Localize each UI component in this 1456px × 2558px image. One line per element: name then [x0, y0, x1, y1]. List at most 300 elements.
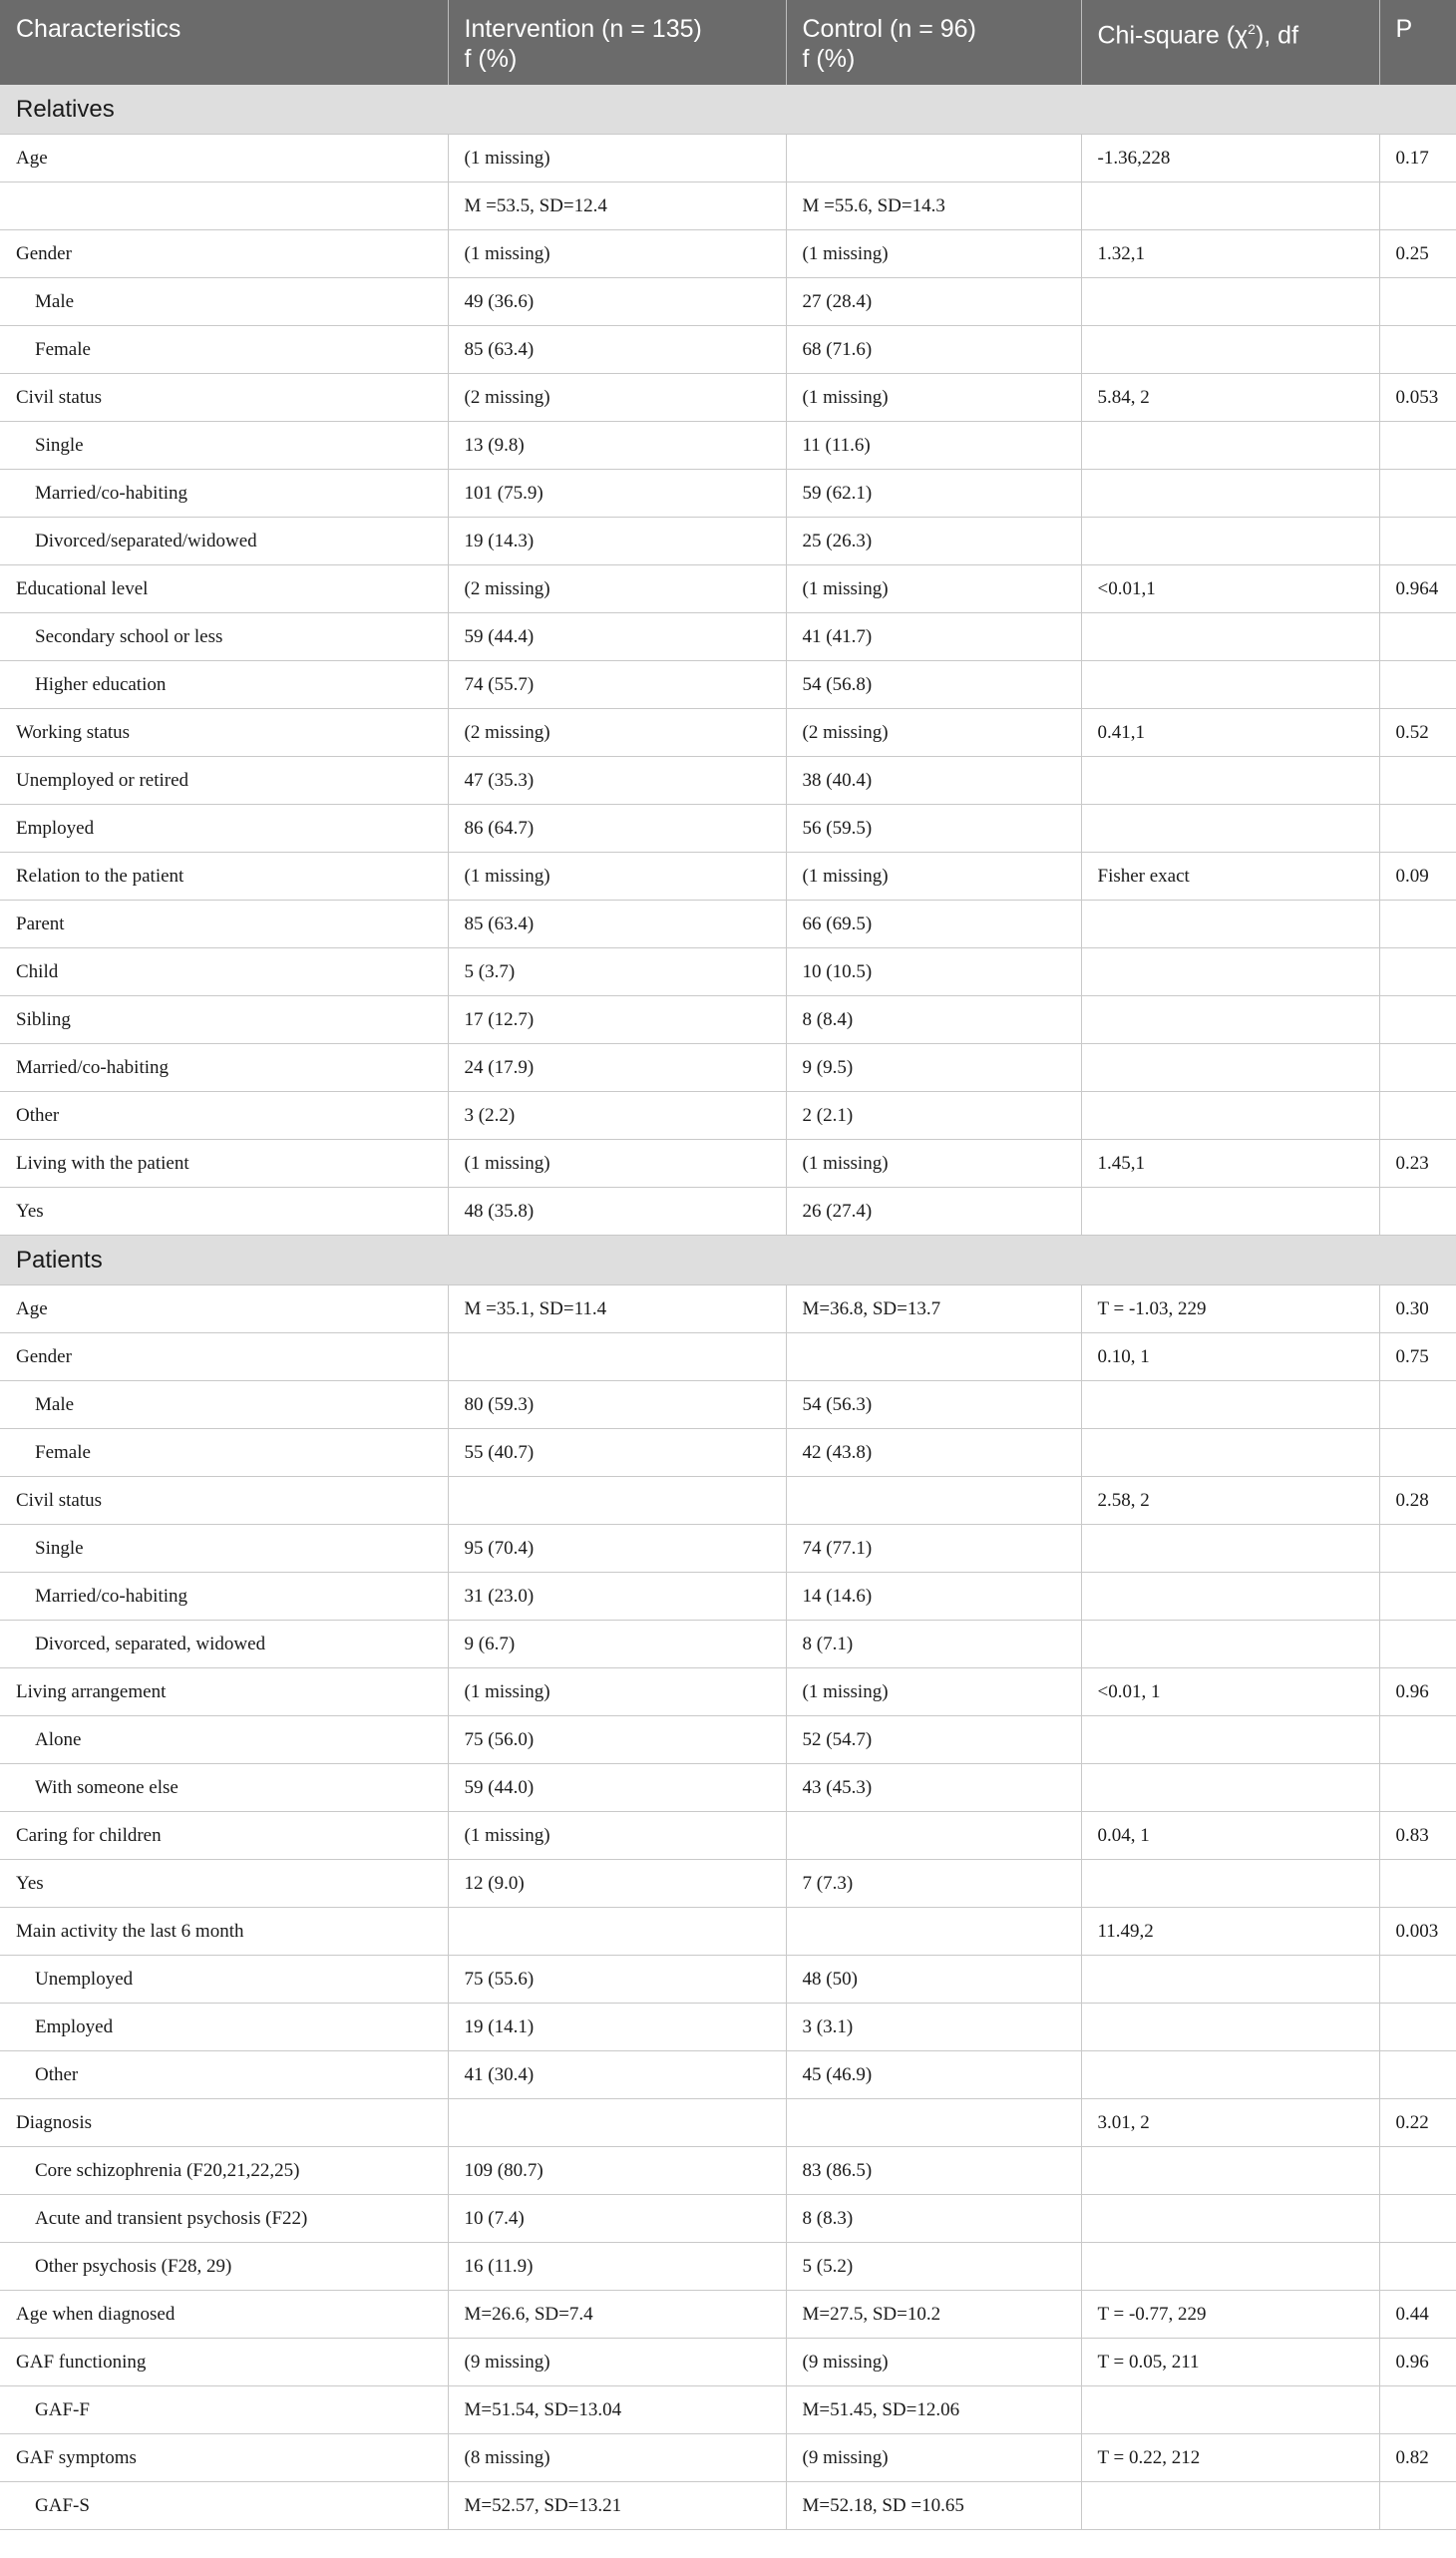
table-row — [0, 1525, 1456, 1573]
intervention-cell: M =35.1, SD=11.4 — [448, 1285, 786, 1333]
characteristic-cell: Female — [0, 1429, 448, 1477]
statistic-cell — [1081, 661, 1379, 709]
characteristic-cell: Married/co-habiting — [0, 1573, 448, 1621]
p-value-cell — [1379, 470, 1456, 518]
intervention-cell: 101 (75.9) — [448, 470, 786, 518]
header-chi-square-sup: 2 — [1248, 21, 1256, 37]
intervention-cell: 49 (36.6) — [448, 278, 786, 326]
p-value-cell: 0.28 — [1379, 1477, 1456, 1525]
p-value-cell: 0.964 — [1379, 565, 1456, 613]
header-row — [0, 0, 1456, 85]
intervention-cell: M =53.5, SD=12.4 — [448, 183, 786, 230]
intervention-cell: 41 (30.4) — [448, 2051, 786, 2099]
intervention-cell: M=52.57, SD=13.21 — [448, 2482, 786, 2530]
characteristic-cell: Married/co-habiting — [0, 470, 448, 518]
p-value-cell: 0.25 — [1379, 230, 1456, 278]
characteristic-cell: With someone else — [0, 1764, 448, 1812]
table-row — [0, 1285, 1456, 1333]
characteristic-cell: Living with the patient — [0, 1140, 448, 1188]
control-cell: 52 (54.7) — [786, 1716, 1081, 1764]
control-cell: 68 (71.6) — [786, 326, 1081, 374]
control-cell: 26 (27.4) — [786, 1188, 1081, 1236]
p-value-cell — [1379, 2004, 1456, 2051]
control-cell: 3 (3.1) — [786, 2004, 1081, 2051]
intervention-cell — [448, 1333, 786, 1381]
characteristic-cell: Civil status — [0, 1477, 448, 1525]
table-row — [0, 2482, 1456, 2530]
p-value-cell — [1379, 805, 1456, 853]
p-value-cell: 0.96 — [1379, 1668, 1456, 1716]
p-value-cell — [1379, 1764, 1456, 1812]
p-value-cell — [1379, 1381, 1456, 1429]
statistic-cell: T = -1.03, 229 — [1081, 1285, 1379, 1333]
p-value-cell — [1379, 901, 1456, 948]
control-cell: (9 missing) — [786, 2434, 1081, 2482]
intervention-cell: (2 missing) — [448, 709, 786, 757]
intervention-cell: 16 (11.9) — [448, 2243, 786, 2291]
header-chi-square-label: Chi-square (χ — [1097, 21, 1249, 50]
p-value-cell — [1379, 1573, 1456, 1621]
intervention-cell: 48 (35.8) — [448, 1188, 786, 1236]
table-row — [0, 2195, 1456, 2243]
characteristic-cell: Unemployed or retired — [0, 757, 448, 805]
characteristic-cell: Age — [0, 135, 448, 183]
intervention-cell: 31 (23.0) — [448, 1573, 786, 1621]
statistic-cell — [1081, 948, 1379, 996]
statistic-cell — [1081, 2482, 1379, 2530]
characteristic-cell: Male — [0, 278, 448, 326]
table-row — [0, 1908, 1456, 1956]
control-cell: 8 (7.1) — [786, 1621, 1081, 1668]
control-cell: 48 (50) — [786, 1956, 1081, 2004]
p-value-cell: 0.23 — [1379, 1140, 1456, 1188]
intervention-cell: 75 (56.0) — [448, 1716, 786, 1764]
statistic-cell — [1081, 996, 1379, 1044]
characteristic-cell: Parent — [0, 901, 448, 948]
statistic-cell — [1081, 1188, 1379, 1236]
p-value-cell — [1379, 1621, 1456, 1668]
statistic-cell: 2.58, 2 — [1081, 1477, 1379, 1525]
control-cell: 54 (56.8) — [786, 661, 1081, 709]
table-row — [0, 2291, 1456, 2339]
intervention-cell: (2 missing) — [448, 565, 786, 613]
p-value-cell — [1379, 1956, 1456, 2004]
table-row — [0, 1188, 1456, 1236]
table-row — [0, 2434, 1456, 2482]
table-row — [0, 183, 1456, 230]
header-control: Control (n = 96) f (%) — [786, 0, 1081, 85]
control-cell: 2 (2.1) — [786, 1092, 1081, 1140]
control-cell: 8 (8.3) — [786, 2195, 1081, 2243]
statistic-cell: 0.04, 1 — [1081, 1812, 1379, 1860]
table-row — [0, 1333, 1456, 1381]
table-row — [0, 901, 1456, 948]
control-cell: 27 (28.4) — [786, 278, 1081, 326]
characteristic-cell: GAF-S — [0, 2482, 448, 2530]
control-cell: 25 (26.3) — [786, 518, 1081, 565]
table-row — [0, 1044, 1456, 1092]
statistic-cell: <0.01, 1 — [1081, 1668, 1379, 1716]
table-body — [0, 85, 1456, 2530]
table-row — [0, 135, 1456, 183]
intervention-cell: 85 (63.4) — [448, 901, 786, 948]
characteristic-cell: Female — [0, 326, 448, 374]
p-value-cell — [1379, 757, 1456, 805]
characteristic-cell: Male — [0, 1381, 448, 1429]
p-value-cell — [1379, 996, 1456, 1044]
control-cell: 10 (10.5) — [786, 948, 1081, 996]
table-row — [0, 422, 1456, 470]
p-value-cell: 0.52 — [1379, 709, 1456, 757]
statistic-cell — [1081, 2051, 1379, 2099]
table-row — [0, 996, 1456, 1044]
intervention-cell: (1 missing) — [448, 135, 786, 183]
table-row — [0, 1716, 1456, 1764]
p-value-cell — [1379, 2243, 1456, 2291]
intervention-cell: 47 (35.3) — [448, 757, 786, 805]
characteristic-cell: Unemployed — [0, 1956, 448, 2004]
intervention-cell: 109 (80.7) — [448, 2147, 786, 2195]
characteristic-cell: Other psychosis (F28, 29) — [0, 2243, 448, 2291]
table-row — [0, 1092, 1456, 1140]
statistic-cell: T = 0.05, 211 — [1081, 2339, 1379, 2386]
p-value-cell: 0.30 — [1379, 1285, 1456, 1333]
table-row — [0, 2386, 1456, 2434]
intervention-cell: 75 (55.6) — [448, 1956, 786, 2004]
control-cell: 59 (62.1) — [786, 470, 1081, 518]
p-value-cell: 0.44 — [1379, 2291, 1456, 2339]
p-value-cell: 0.22 — [1379, 2099, 1456, 2147]
characteristic-cell: Other — [0, 1092, 448, 1140]
control-cell: 38 (40.4) — [786, 757, 1081, 805]
characteristic-cell: Employed — [0, 805, 448, 853]
control-cell — [786, 135, 1081, 183]
statistic-cell: 0.41,1 — [1081, 709, 1379, 757]
statistic-cell — [1081, 1092, 1379, 1140]
statistic-cell — [1081, 613, 1379, 661]
table-row — [0, 1621, 1456, 1668]
intervention-cell: M=51.54, SD=13.04 — [448, 2386, 786, 2434]
control-cell: 9 (9.5) — [786, 1044, 1081, 1092]
p-value-cell — [1379, 1092, 1456, 1140]
control-cell: M=27.5, SD=10.2 — [786, 2291, 1081, 2339]
control-cell: M =55.6, SD=14.3 — [786, 183, 1081, 230]
characteristic-cell — [0, 183, 448, 230]
table-row — [0, 278, 1456, 326]
p-value-cell: 0.003 — [1379, 1908, 1456, 1956]
characteristic-cell: Higher education — [0, 661, 448, 709]
intervention-cell: 5 (3.7) — [448, 948, 786, 996]
statistic-cell: Fisher exact — [1081, 853, 1379, 901]
statistic-cell — [1081, 1764, 1379, 1812]
control-cell: 41 (41.7) — [786, 613, 1081, 661]
table-row — [0, 1429, 1456, 1477]
characteristic-cell: Single — [0, 1525, 448, 1573]
control-cell: 66 (69.5) — [786, 901, 1081, 948]
characteristic-cell: Employed — [0, 2004, 448, 2051]
table-row — [0, 757, 1456, 805]
table-row — [0, 1573, 1456, 1621]
intervention-cell: 80 (59.3) — [448, 1381, 786, 1429]
characteristic-cell: GAF symptoms — [0, 2434, 448, 2482]
statistic-cell — [1081, 422, 1379, 470]
characteristic-cell: Educational level — [0, 565, 448, 613]
statistic-cell: T = 0.22, 212 — [1081, 2434, 1379, 2482]
statistic-cell — [1081, 2004, 1379, 2051]
intervention-cell: 55 (40.7) — [448, 1429, 786, 1477]
characteristic-cell: Relation to the patient — [0, 853, 448, 901]
statistic-cell — [1081, 1381, 1379, 1429]
intervention-cell: 17 (12.7) — [448, 996, 786, 1044]
intervention-cell: 85 (63.4) — [448, 326, 786, 374]
table-row — [0, 230, 1456, 278]
table-row — [0, 2004, 1456, 2051]
intervention-cell: 12 (9.0) — [448, 1860, 786, 1908]
table-row — [0, 1764, 1456, 1812]
characteristic-cell: Child — [0, 948, 448, 996]
section-header-row — [0, 85, 1456, 135]
p-value-cell — [1379, 1188, 1456, 1236]
statistic-cell: 5.84, 2 — [1081, 374, 1379, 422]
statistic-cell: <0.01,1 — [1081, 565, 1379, 613]
statistic-cell: 1.45,1 — [1081, 1140, 1379, 1188]
control-cell: M=51.45, SD=12.06 — [786, 2386, 1081, 2434]
control-cell: (1 missing) — [786, 565, 1081, 613]
p-value-cell: 0.75 — [1379, 1333, 1456, 1381]
control-cell — [786, 1477, 1081, 1525]
statistic-cell — [1081, 1716, 1379, 1764]
characteristic-cell: Caring for children — [0, 1812, 448, 1860]
characteristic-cell: Gender — [0, 1333, 448, 1381]
control-cell — [786, 1333, 1081, 1381]
characteristic-cell: GAF functioning — [0, 2339, 448, 2386]
table-row — [0, 709, 1456, 757]
intervention-cell: 59 (44.4) — [448, 613, 786, 661]
intervention-cell: 9 (6.7) — [448, 1621, 786, 1668]
header-chi-square-suffix: ), df — [1255, 21, 1299, 50]
p-value-cell — [1379, 613, 1456, 661]
intervention-cell: (1 missing) — [448, 1812, 786, 1860]
statistic-cell — [1081, 1860, 1379, 1908]
control-cell — [786, 1812, 1081, 1860]
characteristic-cell: Acute and transient psychosis (F22) — [0, 2195, 448, 2243]
control-cell: 45 (46.9) — [786, 2051, 1081, 2099]
statistic-cell: 11.49,2 — [1081, 1908, 1379, 1956]
intervention-cell: 24 (17.9) — [448, 1044, 786, 1092]
control-cell: 8 (8.4) — [786, 996, 1081, 1044]
control-cell: 7 (7.3) — [786, 1860, 1081, 1908]
characteristic-cell: Alone — [0, 1716, 448, 1764]
p-value-cell — [1379, 2386, 1456, 2434]
p-value-cell — [1379, 518, 1456, 565]
characteristic-cell: Working status — [0, 709, 448, 757]
statistic-cell — [1081, 1044, 1379, 1092]
characteristic-cell: Secondary school or less — [0, 613, 448, 661]
characteristic-cell: Living arrangement — [0, 1668, 448, 1716]
intervention-cell: 95 (70.4) — [448, 1525, 786, 1573]
table-row — [0, 1140, 1456, 1188]
intervention-cell: (8 missing) — [448, 2434, 786, 2482]
control-cell: (1 missing) — [786, 230, 1081, 278]
control-cell: (9 missing) — [786, 2339, 1081, 2386]
characteristic-cell: Sibling — [0, 996, 448, 1044]
intervention-cell — [448, 2099, 786, 2147]
statistic-cell: T = -0.77, 229 — [1081, 2291, 1379, 2339]
intervention-cell: (1 missing) — [448, 853, 786, 901]
p-value-cell — [1379, 2482, 1456, 2530]
control-cell — [786, 2099, 1081, 2147]
table-row — [0, 1477, 1456, 1525]
intervention-cell: 3 (2.2) — [448, 1092, 786, 1140]
intervention-cell: 86 (64.7) — [448, 805, 786, 853]
table-row — [0, 1956, 1456, 2004]
statistic-cell: -1.36,228 — [1081, 135, 1379, 183]
characteristic-cell: Age when diagnosed — [0, 2291, 448, 2339]
p-value-cell: 0.17 — [1379, 135, 1456, 183]
statistic-cell — [1081, 1956, 1379, 2004]
control-cell: 42 (43.8) — [786, 1429, 1081, 1477]
intervention-cell: 19 (14.1) — [448, 2004, 786, 2051]
intervention-cell: (1 missing) — [448, 1140, 786, 1188]
p-value-cell — [1379, 326, 1456, 374]
control-cell: (1 missing) — [786, 1140, 1081, 1188]
intervention-cell: 13 (9.8) — [448, 422, 786, 470]
control-cell: (1 missing) — [786, 1668, 1081, 1716]
statistic-cell — [1081, 2386, 1379, 2434]
p-value-cell: 0.96 — [1379, 2339, 1456, 2386]
table-row — [0, 1812, 1456, 1860]
characteristic-cell: Divorced/separated/widowed — [0, 518, 448, 565]
p-value-cell: 0.83 — [1379, 1812, 1456, 1860]
table-row — [0, 1860, 1456, 1908]
p-value-cell — [1379, 2147, 1456, 2195]
table-row — [0, 805, 1456, 853]
statistic-cell: 1.32,1 — [1081, 230, 1379, 278]
table-row — [0, 2243, 1456, 2291]
characteristic-cell: Married/co-habiting — [0, 1044, 448, 1092]
p-value-cell: 0.82 — [1379, 2434, 1456, 2482]
table-row — [0, 2147, 1456, 2195]
table-row — [0, 948, 1456, 996]
table-row — [0, 326, 1456, 374]
table-row — [0, 470, 1456, 518]
header-intervention: Intervention (n = 135) f (%) — [448, 0, 786, 85]
intervention-cell: (1 missing) — [448, 1668, 786, 1716]
p-value-cell — [1379, 1716, 1456, 1764]
statistic-cell — [1081, 2243, 1379, 2291]
p-value-cell — [1379, 2051, 1456, 2099]
characteristic-cell: GAF-F — [0, 2386, 448, 2434]
control-cell: 56 (59.5) — [786, 805, 1081, 853]
statistic-cell — [1081, 183, 1379, 230]
table-row — [0, 613, 1456, 661]
characteristic-cell: Gender — [0, 230, 448, 278]
table-row — [0, 374, 1456, 422]
statistic-cell — [1081, 2147, 1379, 2195]
table-row — [0, 1668, 1456, 1716]
control-cell: M=52.18, SD =10.65 — [786, 2482, 1081, 2530]
p-value-cell — [1379, 2195, 1456, 2243]
header-chi-square — [1081, 0, 1379, 85]
table-row — [0, 853, 1456, 901]
control-cell: 74 (77.1) — [786, 1525, 1081, 1573]
control-cell: 5 (5.2) — [786, 2243, 1081, 2291]
intervention-cell — [448, 1477, 786, 1525]
statistic-cell — [1081, 278, 1379, 326]
statistic-cell — [1081, 901, 1379, 948]
table-row — [0, 565, 1456, 613]
characteristic-cell: Other — [0, 2051, 448, 2099]
characteristic-cell: Yes — [0, 1860, 448, 1908]
control-cell: 11 (11.6) — [786, 422, 1081, 470]
statistic-cell — [1081, 470, 1379, 518]
table-row — [0, 1381, 1456, 1429]
p-value-cell — [1379, 661, 1456, 709]
control-cell: 14 (14.6) — [786, 1573, 1081, 1621]
characteristic-cell: Civil status — [0, 374, 448, 422]
control-cell: 54 (56.3) — [786, 1381, 1081, 1429]
statistic-cell — [1081, 757, 1379, 805]
characteristic-cell: Diagnosis — [0, 2099, 448, 2147]
statistic-cell: 3.01, 2 — [1081, 2099, 1379, 2147]
p-value-cell — [1379, 948, 1456, 996]
intervention-cell: (1 missing) — [448, 230, 786, 278]
header-p: P — [1379, 0, 1456, 85]
intervention-cell — [448, 1908, 786, 1956]
control-cell: (1 missing) — [786, 374, 1081, 422]
section-header-row — [0, 1236, 1456, 1285]
table-row — [0, 661, 1456, 709]
characteristic-cell: Main activity the last 6 month — [0, 1908, 448, 1956]
control-cell: (2 missing) — [786, 709, 1081, 757]
intervention-cell: (2 missing) — [448, 374, 786, 422]
intervention-cell: M=26.6, SD=7.4 — [448, 2291, 786, 2339]
table-row — [0, 2099, 1456, 2147]
statistic-cell — [1081, 326, 1379, 374]
intervention-cell: 10 (7.4) — [448, 2195, 786, 2243]
p-value-cell — [1379, 1525, 1456, 1573]
p-value-cell — [1379, 278, 1456, 326]
p-value-cell — [1379, 1860, 1456, 1908]
characteristic-cell: Yes — [0, 1188, 448, 1236]
control-cell: M=36.8, SD=13.7 — [786, 1285, 1081, 1333]
p-value-cell: 0.09 — [1379, 853, 1456, 901]
p-value-cell — [1379, 1044, 1456, 1092]
section-title: Patients — [0, 1236, 1456, 1285]
control-cell: 83 (86.5) — [786, 2147, 1081, 2195]
statistic-cell — [1081, 1429, 1379, 1477]
control-cell: 43 (45.3) — [786, 1764, 1081, 1812]
statistic-cell — [1081, 2195, 1379, 2243]
control-cell — [786, 1908, 1081, 1956]
characteristic-cell: Age — [0, 1285, 448, 1333]
intervention-cell: 74 (55.7) — [448, 661, 786, 709]
p-value-cell — [1379, 422, 1456, 470]
statistic-cell — [1081, 1621, 1379, 1668]
control-cell: (1 missing) — [786, 853, 1081, 901]
statistic-cell — [1081, 1525, 1379, 1573]
statistic-cell — [1081, 1573, 1379, 1621]
table-row — [0, 518, 1456, 565]
statistic-cell — [1081, 518, 1379, 565]
header-characteristics: Characteristics — [0, 0, 448, 85]
intervention-cell: 19 (14.3) — [448, 518, 786, 565]
table-row — [0, 2339, 1456, 2386]
statistic-cell: 0.10, 1 — [1081, 1333, 1379, 1381]
intervention-cell: (9 missing) — [448, 2339, 786, 2386]
section-title: Relatives — [0, 85, 1456, 135]
characteristic-cell: Core schizophrenia (F20,21,22,25) — [0, 2147, 448, 2195]
